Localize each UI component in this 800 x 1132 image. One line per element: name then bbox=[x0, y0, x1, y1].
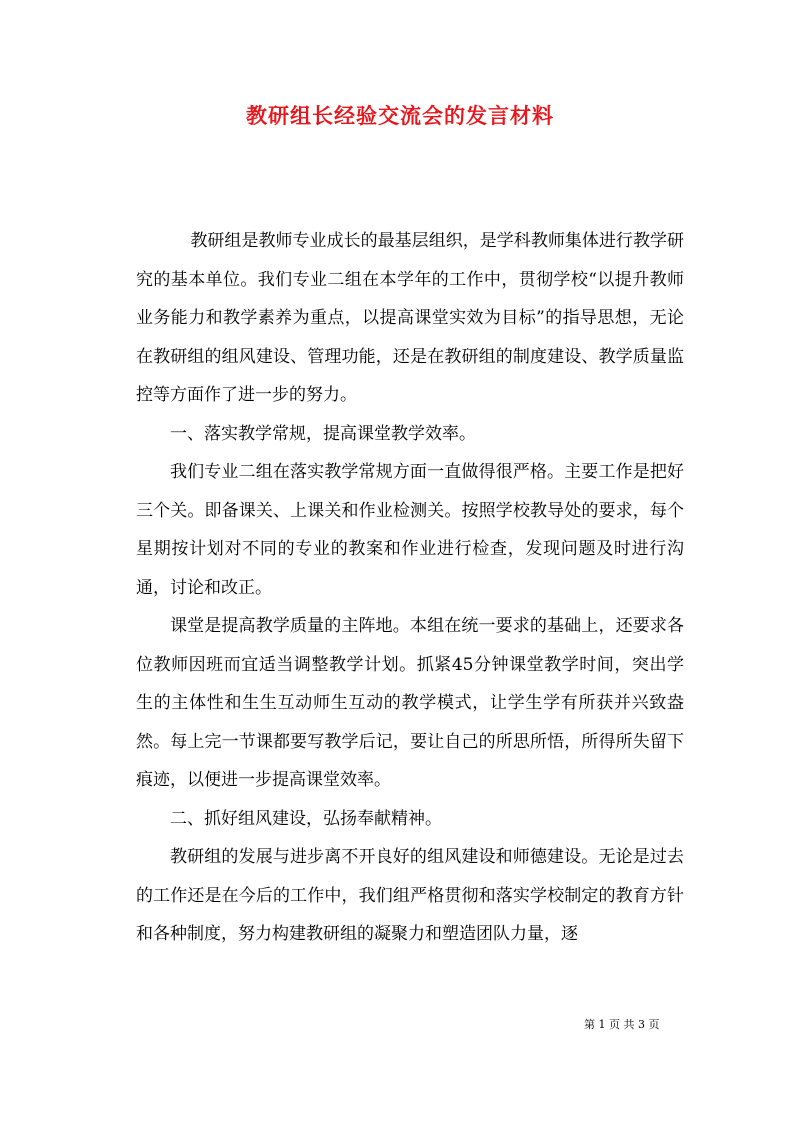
section-heading-1: 一、落实教学常规，提高课堂教学效率。 bbox=[170, 423, 476, 444]
document-body bbox=[136, 222, 684, 954]
page-number: 第 1 页 共 3 页 bbox=[584, 1018, 660, 1031]
paragraph-teaching-routine: 我们专业二组在落实教学常规方面一直做得很严格。主要工作是把好三个关。即备课关、上课关和作业检测关。按照学校教导处的要求，每个星期按计划对不同的专业的教案和作业进行检查，发现问题及时进行沟通，讨论和改正。 bbox=[136, 462, 684, 598]
section-heading-2: 二、抓好组风建设，弘扬奉献精神。 bbox=[170, 808, 442, 829]
paragraph-intro: 教研组是教师专业成长的最基层组织，是学科教师集体进行教学研究的基本单位。我们专业二组在本学年的工作中，贯彻学校“以提升教师业务能力和教学素养为重点，以提高课堂实效为目标”的指导思想，无论在教研组的组风建设、管理功能，还是在教研组的制度建设、教学质量监控等方面作了进一步的努力。 bbox=[136, 231, 684, 405]
paragraph-group-culture: 教研组的发展与进步离不开良好的组风建设和师德建设。无论是过去的工作还是在今后的工作中，我们组严格贯彻和落实学校制定的教育方针和各种制度，努力构建教研组的凝聚力和塑造团队力量，逐 bbox=[136, 847, 684, 944]
paragraph-classroom: 课堂是提高教学质量的主阵地。本组在统一要求的基础上，还要求各位教师因班而宜适当调整教学计划。抓紧45分钟课堂教学时间，突出学生的主体性和生生互动师生互动的教学模式，让学生学有所获并兴致盎然。每上完一节课都要写教学后记，要让自己的所思所悟，所得所失留下痕迹，以便进一步提高课堂效率。 bbox=[136, 616, 684, 790]
document-title: 教研组长经验交流会的发言材料 bbox=[246, 103, 554, 128]
